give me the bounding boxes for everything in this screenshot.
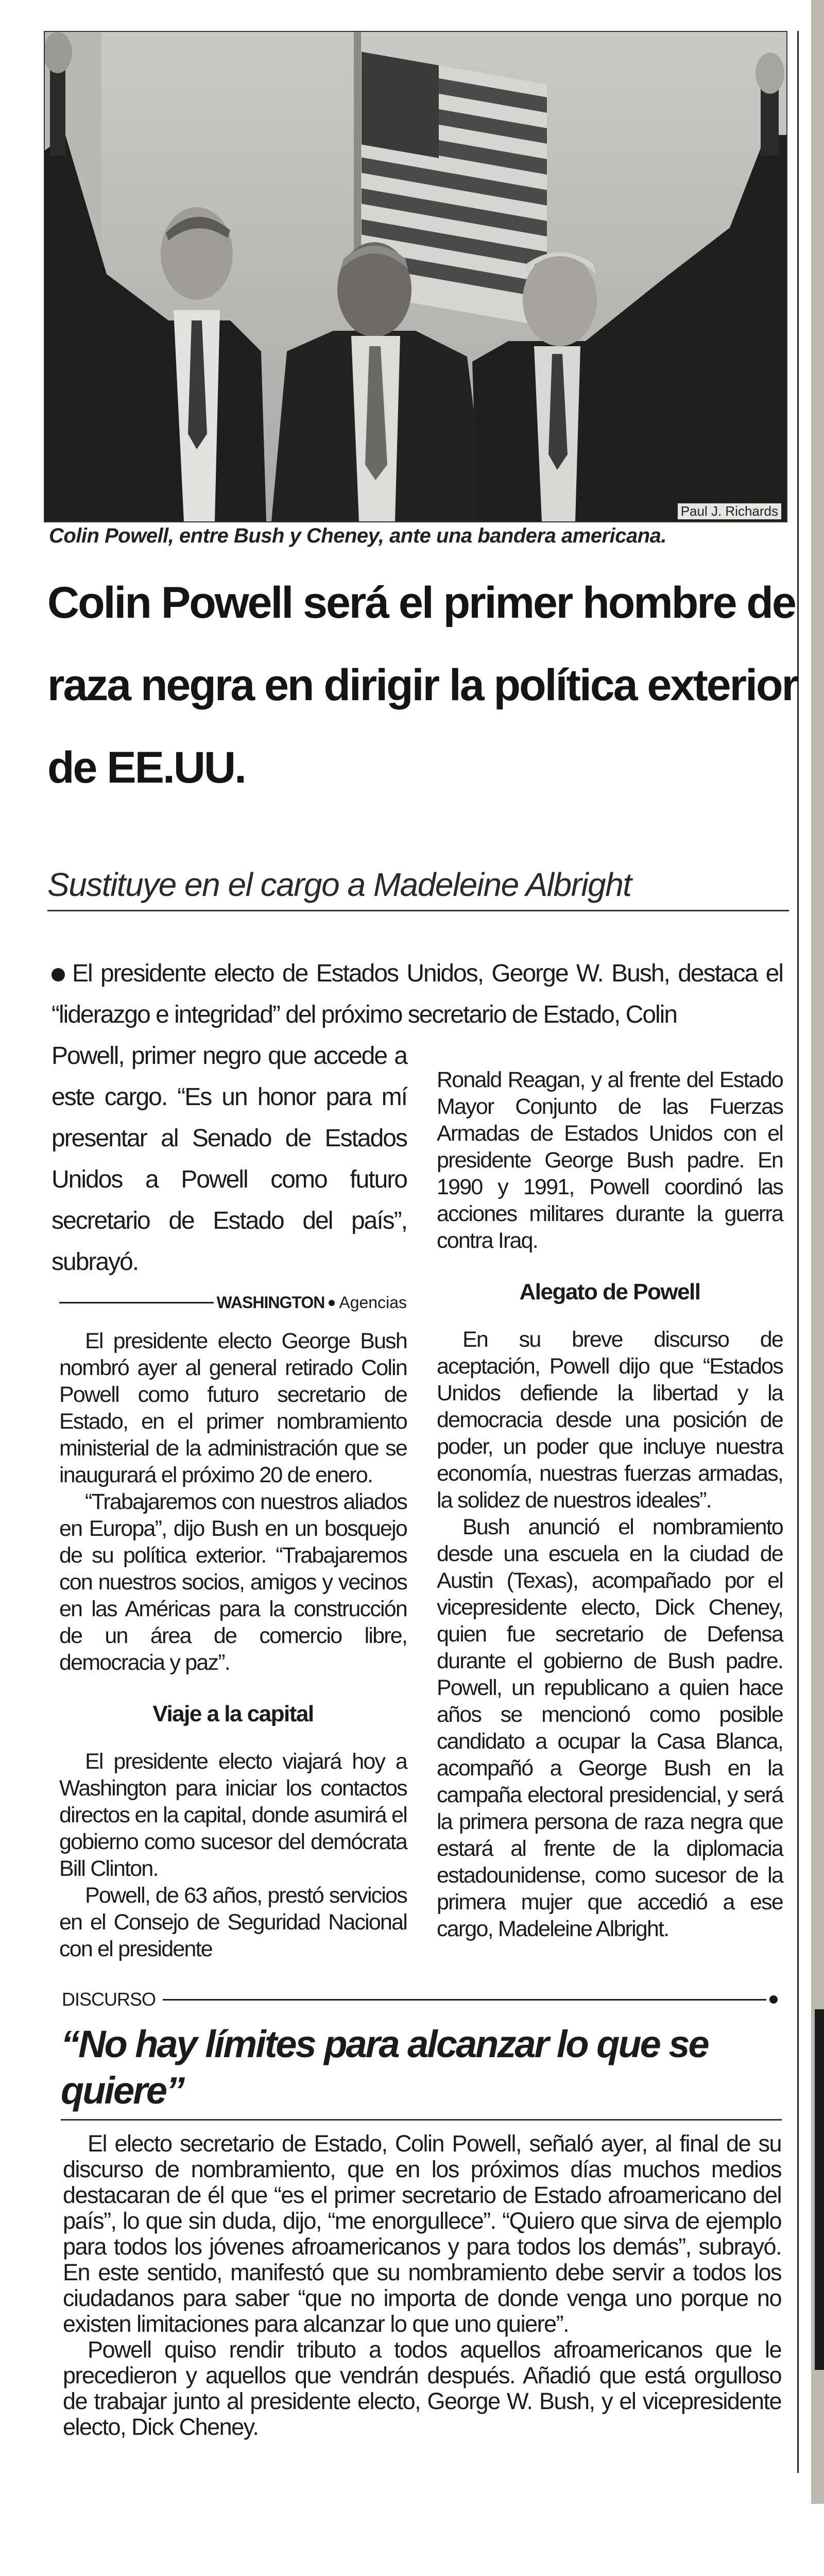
lead-text-top: El presidente electo de Estados Unidos, George W. Bush, destaca el “liderazgo e integridad” del próximo secretario de Estado, Colin <box>52 960 783 1028</box>
byline <box>59 1293 407 1312</box>
lead-paragraph-continued: Powell, primer negro que accede a este cargo. “Es un honor para mí presentar al Senado de Estados Unidos a Powell como futuro secretario de Estado del país”, subrayó. <box>52 1042 407 1276</box>
paragraph: Powell quiso rendir tributo a todos aquellos afroamericanos que le precedieron y aquellos que vendrán después. Añadió que está orgulloso de trabajar junto al presidente electo, George W. Bush, y el vicepresidente electo, Dick Cheney. <box>63 2336 781 2440</box>
paragraph: El presidente electo George Bush nombró ayer al general retirado Colin Powell como futuro secretario de Estado, en el primer nombramiento ministerial de la administración que se inaugurará el próximo 20 de enero. <box>59 1329 407 1487</box>
section-dot-icon <box>769 1995 778 2004</box>
right-column-wrapper <box>437 1036 783 1942</box>
article-column-right <box>437 1066 783 1942</box>
byline-rule <box>59 1302 214 1303</box>
discurso-body <box>63 2131 781 2440</box>
photo-credit: Paul J. Richards <box>678 503 781 519</box>
column-divider <box>797 31 799 2473</box>
lead-paragraph-top <box>52 953 783 1036</box>
section-heading-viaje: Viaje a la capital <box>152 1701 314 1726</box>
headline: Colin Powell será el primer hombre de raza negra en dirigir la política exterior de EE.UU. <box>47 578 797 792</box>
paragraph: “Trabajaremos con nuestros aliados en Europa”, dijo Bush en un bosquejo de su política exterior. “Trabajaremos con nuestros socios, amigos y vecinos en las Américas para la construcción de un área de comercio libre, democracia y paz”. <box>59 1489 407 1675</box>
section-tag-discurso <box>62 1988 778 2011</box>
paragraph: Powell, de 63 años, prestó servicios en el Consejo de Seguridad Nacional con el presidente <box>59 1883 407 1961</box>
photo-caption: Colin Powell, entre Bush y Cheney, ante una bandera americana. <box>49 524 666 547</box>
section-heading-alegato: Alegato de Powell <box>519 1279 700 1304</box>
paragraph-continuation: Ronald Reagan, y al frente del Estado Mayor Conjunto de las Fuerzas Armadas de Estados Unidos con el presidente George Bush padre. En 1990 y 1991, Powell coordinó las acciones militares durante la guerra contra Iraq. <box>437 1067 783 1253</box>
section-rule <box>163 1999 766 2001</box>
subheadline: Sustituye en el cargo a Madeleine Albright <box>47 866 789 911</box>
byline-agency: Agencias <box>339 1293 407 1312</box>
paragraph: El presidente electo viajará hoy a Washington para iniciar los contactos directos en la capital, donde asumirá el gobierno como sucesor del demócrata Bill Clinton. <box>59 1749 407 1881</box>
paragraph: El electo secretario de Estado, Colin Powell, señaló ayer, al final de su discurso de nombramiento, que en los próximos días muchos medios destacaran de él que “es el primer secretario de Estado afroamericano del país”, lo que sin duda, dijo, “me enorgullece”. “Quiero que sirva de ejemplo para todos los jóvenes afroamericanos y para todos los demás”, subrayó. En este sentido, manifestó que su nombramiento debe servir a todos los ciudadanos para saber “que no importa de donde venga uno porque no existen limitaciones para alcanzar lo que uno quiere”. <box>63 2130 781 2337</box>
adjacent-page-strip <box>815 2009 824 2370</box>
article-column-left <box>52 1328 407 1962</box>
left-column-wrapper <box>52 1036 407 1962</box>
discurso-title: “No hay límites para alcanzar lo que se quiere” <box>61 2021 782 2121</box>
byline-dot-icon <box>329 1300 335 1306</box>
section-tag-label: DISCURSO <box>62 1989 156 2010</box>
photo-bush-powell-cheney <box>45 32 786 521</box>
bullet-icon <box>52 968 65 981</box>
news-photo <box>44 31 787 522</box>
article-body <box>52 953 783 2440</box>
byline-city: WASHINGTON <box>216 1293 325 1312</box>
paragraph: Bush anunció el nombramiento desde una escuela en la ciudad de Austin (Texas), acompañado por el vicepresidente electo, Dick Cheney, quien fue secretario de Defensa durante el gobierno de Bush padre. Powell, un republicano a quien hace años se mencionó como posible candidato a ocupar la Casa Blanca, acompañó a George Bush en la campaña electoral presidencial, y será la primera persona de raza negra que estará al frente de la diplomacia estadounidense, como sucesor de la primera mujer que accedió a ese cargo, Madeleine Albright. <box>437 1515 783 1941</box>
paragraph: En su breve discurso de aceptación, Powell dijo que “Estados Unidos defiende la libertad y la democracia desde una posición de poder, un poder que incluye nuestra economía, nuestras fuerzas armadas, la solidez de nuestros ideales”. <box>437 1327 783 1513</box>
article-columns <box>52 1036 783 1962</box>
